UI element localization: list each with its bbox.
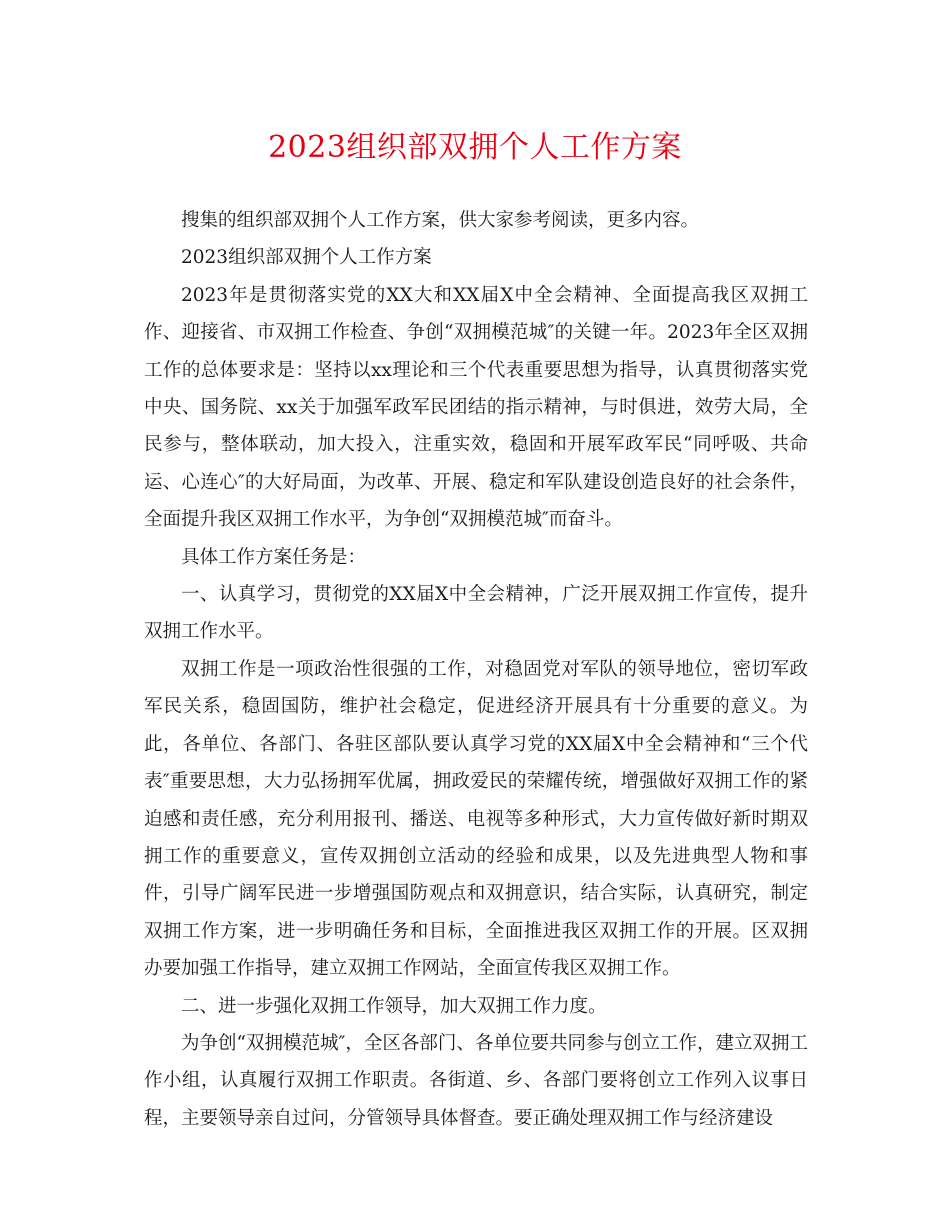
paragraph-section-1-body: 双拥工作是一项政治性很强的工作，对稳固党对军队的领导地位，密切军政军民关系，稳固国防，维护社会稳定，促进经济开展具有十分重要的意义。为此，各单位、各部门、各驻区部队要认真学习党的XX届X中全会精神和“三个代表″重要思想，大力弘扬拥军优属，拥政爱民的荣耀传统，增强做好双拥工作的紧迫感和责任感，充分利用报刊、播送、电视等多种形式，大力宣传做好新时期双拥工作的重要意义，宣传双拥创立活动的经验和成果，以及先进典型人物和事件，引导广阔军民进一步增强国防观点和双拥意识，结合实际，认真研究，制定双拥工作方案，进一步明确任务和目标，全面推进我区双拥工作的开展。区双拥办要加强工作指导，建立双拥工作网站，全面宣传我区双拥工作。 [144, 658, 808, 980]
paragraph-section-2-body: 为争创“双拥模范城″，全区各部门、各单位要共同参与创立工作，建立双拥工作小组，认真履行双拥工作职责。各街道、乡、各部门要将创立工作列入议事日程，主要领导亲自过问，分管领导具体督查。要正确处理双拥工作与经济建设 [144, 1032, 808, 1129]
paragraph-tasks-heading: 具体工作方案任务是： [181, 546, 367, 568]
paragraph-overview: 2023年是贯彻落实党的XX大和XX届X中全会精神、全面提高我区双拥工作、迎接省、市双拥工作检查、争创“双拥模范城″的关键一年。2023年全区双拥工作的总体要求是：坚持以xx理论和三个代表重要思想为指导，认真贯彻落实党中央、国务院、xx关于加强军政军民团结的指示精神，与时俱进，效劳大局，全民参与，整体联动，加大投入，注重实效，稳固和开展军政军民“同呼吸、共命运、心连心″的大好局面，为改革、开展、稳定和军队建设创造良好的社会条件，全面提升我区双拥工作水平，为争创“双拥模范城″而奋斗。 [144, 284, 808, 531]
paragraph-section-1-heading: 一、认真学习，贯彻党的XX届X中全会精神，广泛开展双拥工作宣传，提升双拥工作水平。 [144, 584, 808, 643]
paragraph-intro: 搜集的组织部双拥个人工作方案，供大家参考阅读，更多内容。 [181, 210, 700, 231]
paragraph-section-2-heading: 二、进一步强化双拥工作领导，加大双拥工作力度。 [181, 995, 607, 1017]
paragraph-subtitle: 2023组织部双拥个人工作方案 [181, 247, 432, 269]
document-title: 2023组织部双拥个人工作方案 [268, 130, 682, 165]
document-body [144, 202, 808, 1137]
